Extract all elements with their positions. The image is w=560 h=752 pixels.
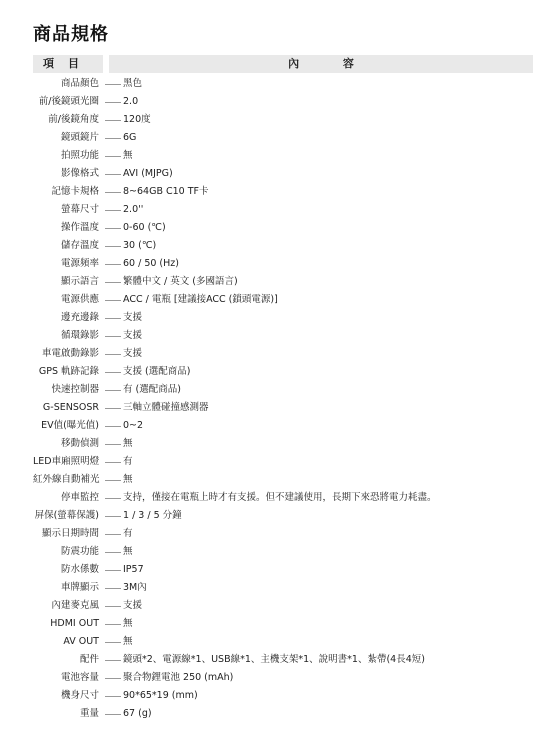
spec-row (33, 507, 533, 525)
spec-label: 電源供應 (60, 294, 99, 305)
spec-value: 黑色 (123, 78, 143, 89)
spec-label: 拍照功能 (60, 150, 99, 161)
spec-label: 紅外線自動補光 (33, 474, 100, 485)
spec-divider (105, 84, 121, 85)
spec-row (33, 651, 533, 669)
spec-value: 2.0 (123, 96, 139, 107)
spec-row (33, 399, 533, 417)
spec-value: 1 / 3 / 5 分鐘 (123, 510, 182, 521)
spec-value: 0~2 (123, 420, 144, 431)
spec-row (33, 633, 533, 651)
spec-divider (105, 372, 121, 373)
spec-label: 儲存溫度 (60, 240, 99, 251)
spec-divider (105, 588, 121, 589)
spec-row (33, 309, 533, 327)
spec-label: 內建麥克風 (51, 600, 99, 611)
spec-divider (105, 552, 121, 553)
spec-row (33, 93, 533, 111)
spec-value: 120度 (123, 114, 151, 125)
spec-row (33, 237, 533, 255)
spec-divider (105, 300, 121, 301)
spec-divider (105, 156, 121, 157)
spec-label: 停車監控 (60, 492, 99, 503)
spec-row (33, 525, 533, 543)
spec-value: 鏡頭*2、電源線*1、USB線*1、主機支架*1、說明書*1、紮帶(4長4短) (123, 654, 425, 665)
spec-row (33, 255, 533, 273)
spec-row (33, 129, 533, 147)
spec-value: 有 (123, 456, 133, 467)
spec-divider (105, 120, 121, 121)
spec-label: 記憶卡規格 (51, 186, 99, 197)
spec-row (33, 183, 533, 201)
spec-divider (105, 444, 121, 445)
spec-label: 防震功能 (60, 546, 99, 557)
spec-divider (105, 624, 121, 625)
spec-row (33, 669, 533, 687)
spec-row (33, 147, 533, 165)
spec-label: 移動偵測 (60, 438, 99, 449)
spec-row (33, 201, 533, 219)
spec-label: 電源頻率 (60, 258, 99, 269)
spec-row (33, 345, 533, 363)
spec-value: 三軸立體碰撞感測器 (123, 402, 209, 413)
header-item-label: 項目 (33, 55, 103, 73)
spec-divider (105, 210, 121, 211)
spec-row (33, 219, 533, 237)
spec-value: 聚合物鋰電池 250 (mAh) (123, 672, 234, 683)
spec-divider (105, 462, 121, 463)
spec-value: 支援 (123, 348, 143, 359)
spec-value: 0-60 (℃) (123, 222, 166, 233)
spec-divider (105, 102, 121, 103)
spec-row (33, 75, 533, 93)
spec-divider (105, 246, 121, 247)
spec-row (33, 471, 533, 489)
spec-value: 無 (123, 474, 133, 485)
spec-divider (105, 714, 121, 715)
spec-value: 3M內 (123, 582, 147, 593)
spec-value: 支援 (123, 600, 143, 611)
page-title: 商品規格 (33, 24, 109, 45)
spec-label: 商品顏色 (60, 78, 99, 89)
spec-value: 90*65*19 (mm) (123, 690, 198, 701)
spec-table-header (33, 55, 533, 73)
spec-divider (105, 336, 121, 337)
spec-value: 60 / 50 (Hz) (123, 258, 179, 269)
spec-divider (105, 228, 121, 229)
spec-value: 支援 (123, 312, 143, 323)
spec-value: 無 (123, 438, 133, 449)
spec-label: 循環錄影 (60, 330, 99, 341)
spec-row (33, 435, 533, 453)
spec-divider (105, 318, 121, 319)
spec-divider (105, 696, 121, 697)
spec-row (33, 705, 533, 723)
spec-divider (105, 426, 121, 427)
spec-value: 有 (123, 528, 133, 539)
spec-divider (105, 660, 121, 661)
spec-row (33, 453, 533, 471)
spec-table (33, 75, 533, 723)
spec-divider (105, 642, 121, 643)
spec-row (33, 543, 533, 561)
spec-label: 防水係數 (60, 564, 99, 575)
spec-label: AV OUT (63, 636, 99, 647)
spec-divider (105, 678, 121, 679)
spec-label: 前/後鏡角度 (48, 114, 99, 125)
spec-row (33, 111, 533, 129)
spec-label: 快速控制器 (51, 384, 99, 395)
spec-row (33, 579, 533, 597)
spec-divider (105, 354, 121, 355)
spec-row (33, 561, 533, 579)
spec-divider (105, 192, 121, 193)
spec-label: 邊充邊錄 (60, 312, 99, 323)
spec-value: 無 (123, 618, 133, 629)
spec-label: G-SENSOSR (42, 402, 99, 413)
spec-label: 顯示日期時間 (41, 528, 99, 539)
spec-value: 無 (123, 546, 133, 557)
spec-row (33, 273, 533, 291)
spec-value: 無 (123, 636, 133, 647)
spec-label: GPS 軌跡記錄 (38, 366, 99, 377)
spec-label: 機身尺寸 (60, 690, 99, 701)
spec-value: IP57 (123, 564, 144, 575)
spec-divider (105, 408, 121, 409)
spec-label: 電池容量 (60, 672, 99, 683)
spec-value: 有 (選配商品) (123, 384, 181, 395)
spec-row (33, 489, 533, 507)
spec-divider (105, 516, 121, 517)
spec-divider (105, 174, 121, 175)
spec-row (33, 417, 533, 435)
spec-label: 影像格式 (60, 168, 99, 179)
spec-label: 操作溫度 (60, 222, 99, 233)
spec-divider (105, 480, 121, 481)
spec-value: 支援 (選配商品) (123, 366, 191, 377)
spec-value: 支援 (123, 330, 143, 341)
spec-row (33, 615, 533, 633)
spec-label: 車牌顯示 (60, 582, 99, 593)
spec-label: EV值(曝光值) (41, 420, 99, 431)
spec-value: ACC / 電瓶 [建議接ACC (鎖頭電源)] (123, 294, 278, 305)
spec-value: 6G (123, 132, 137, 143)
spec-label: 鏡頭鏡片 (60, 132, 99, 143)
spec-row (33, 687, 533, 705)
spec-value: AVI (MJPG) (123, 168, 173, 179)
spec-divider (105, 498, 121, 499)
spec-row (33, 327, 533, 345)
spec-label: HDMI OUT (50, 618, 99, 629)
spec-value: 8~64GB C10 TF卡 (123, 186, 209, 197)
spec-row (33, 597, 533, 615)
spec-divider (105, 390, 121, 391)
spec-divider (105, 282, 121, 283)
spec-value: 無 (123, 150, 133, 161)
spec-row (33, 381, 533, 399)
spec-value: 2.0'' (123, 204, 144, 215)
spec-value: 繁體中文 / 英文 (多國語言) (123, 276, 238, 287)
spec-row (33, 165, 533, 183)
spec-label: LED車廂照明燈 (33, 456, 100, 467)
spec-value: 支持，僅接在電瓶上時才有支援。但不建議使用，長期下來恐將電力耗盡。 (123, 492, 437, 503)
spec-divider (105, 534, 121, 535)
spec-value: 30 (℃) (123, 240, 157, 251)
spec-row (33, 363, 533, 381)
spec-label: 重量 (79, 708, 99, 719)
spec-label: 配件 (79, 654, 99, 665)
spec-label: 螢幕尺寸 (60, 204, 99, 215)
spec-value: 67 (g) (123, 708, 152, 719)
spec-label: 車電啟動錄影 (41, 348, 99, 359)
spec-divider (105, 606, 121, 607)
spec-divider (105, 264, 121, 265)
spec-row (33, 291, 533, 309)
spec-divider (105, 138, 121, 139)
spec-divider (105, 570, 121, 571)
header-content-label: 內 容 (109, 55, 533, 73)
spec-label: 顯示語言 (60, 276, 99, 287)
spec-label: 前/後鏡頭光圈 (38, 96, 99, 107)
spec-label: 屏保(螢幕保護) (34, 510, 99, 521)
